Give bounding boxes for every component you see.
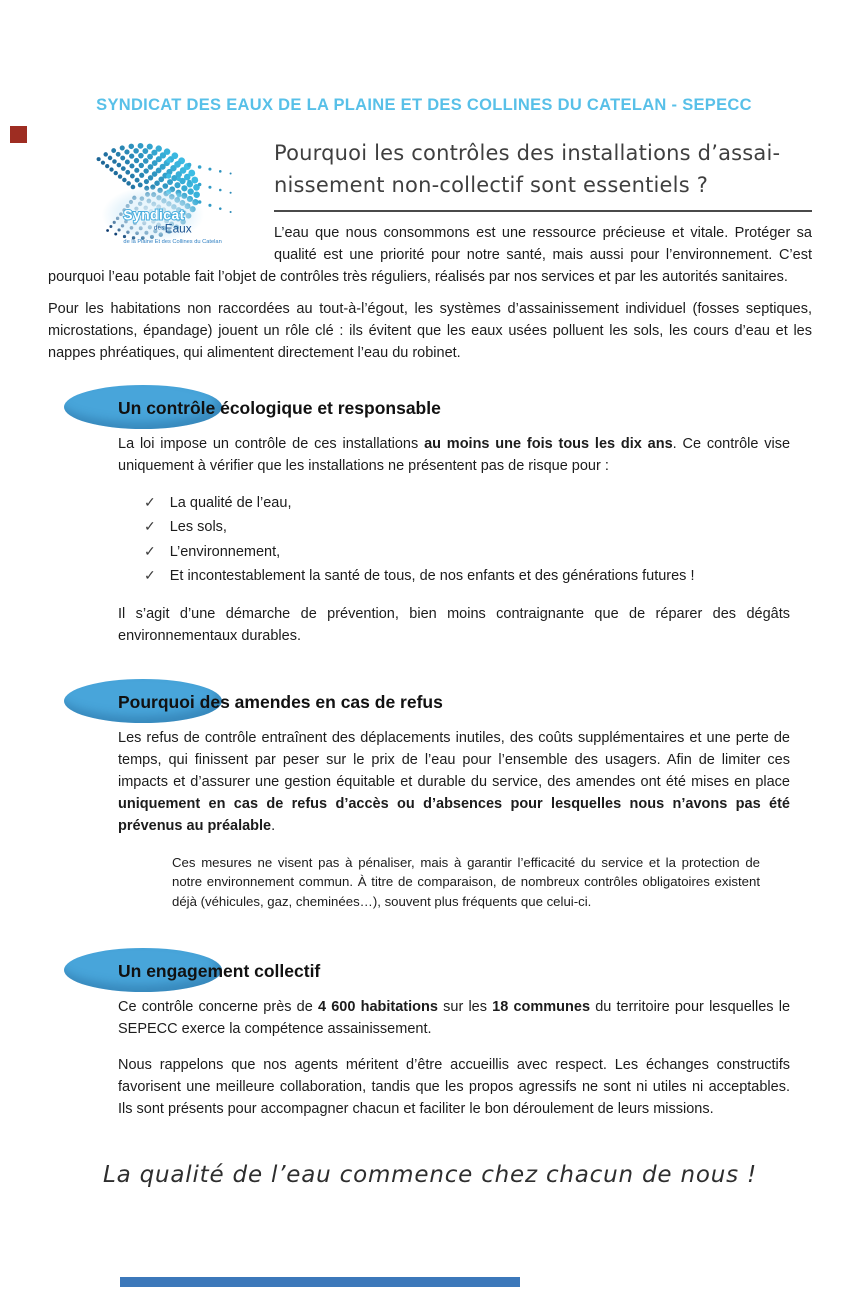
text-segment-bold: 18 communes xyxy=(492,998,591,1015)
indented-note-paragraph: Ces mesures ne visent pas à pénaliser, mais à garantir l’efficacité du service et la protection de notre environnement commun. À titre de comparaison, de nombreux contrôles obligatoires existent déjà (véhicules, gaz, cheminées…), souvent plus fréquents que celui-ci. xyxy=(172,854,760,910)
text-segment: du territoire pour lesquelles le SEPECC exerce la compétence assainissement. xyxy=(118,998,791,1037)
checklist-item xyxy=(144,515,790,540)
main-heading-line1: Pourquoi les contrôles des installations d’assai- xyxy=(274,141,781,165)
header-block xyxy=(48,131,812,365)
check-icon: ✓ xyxy=(144,542,156,559)
checklist-item-label: L’environnement, xyxy=(169,543,281,560)
text-segment: La loi impose un contrôle de ces installations xyxy=(118,435,425,452)
section-amendes-refus xyxy=(118,689,790,912)
section-heading: Pourquoi des amendes en cas de refus xyxy=(118,691,443,712)
document-page xyxy=(0,96,848,1296)
check-icon: ✓ xyxy=(144,518,156,534)
page-title: SYNDICAT DES EAUX DE LA PLAINE ET DES COLLINES DU CATELAN - SEPECC xyxy=(96,96,752,114)
checklist-item-label: Et incontestablement la santé de tous, de nos enfants et des générations futures ! xyxy=(169,568,695,584)
heading-divider xyxy=(274,210,812,212)
logo-tagline: de la Plaine Et des Collines du Catelan xyxy=(123,239,222,246)
section-paragraph: Nous rappelons que nos agents méritent d’être accueillis avec respect. Les échanges constructifs favorisent une meilleure collaboration, tandis que les propos agressifs ne sont ni utiles ni acceptables. Ils sont présents pour accompagner chacun et faciliter le bon déroulement de leurs missions. xyxy=(118,1056,790,1117)
checklist-item-label: La qualité de l’eau, xyxy=(169,494,292,511)
section-paragraph xyxy=(118,727,790,837)
check-icon: ✓ xyxy=(144,493,156,510)
text-segment: . Ce contrôle vise uniquement à vérifier que les installations ne présentent pas de risque pour : xyxy=(118,435,791,474)
sections xyxy=(118,395,790,1120)
text-segment: Ce contrôle concerne près de xyxy=(118,998,318,1015)
checklist xyxy=(118,491,790,589)
page-content xyxy=(0,131,848,1188)
logo-text-des: des xyxy=(153,224,165,232)
main-heading-line2: nissement non-collectif sont essentiels ? xyxy=(274,173,709,197)
checklist-item xyxy=(144,491,790,516)
sepecc-logo xyxy=(48,131,248,249)
section-paragraph xyxy=(118,996,790,1040)
section-engagement-collectif xyxy=(118,958,790,1120)
intro-paragraph-2: Pour les habitations non raccordées au tout-à-l’égout, les systèmes d’assainissement individuel (fosses septiques, microstations, épandage) jouent un rôle clé : ils évitent que les eaux usées polluent les sols, les cours d’eau et les nappes phréatiques, qui alimentent directement l’eau du robinet. xyxy=(48,301,812,361)
checklist-item xyxy=(144,564,790,589)
checklist-item xyxy=(144,540,790,565)
text-segment: sur les xyxy=(437,998,493,1015)
text-segment-bold: 4 600 habitations xyxy=(318,998,438,1015)
logo-text-syndicat: Syndicat xyxy=(123,207,185,223)
red-corner-marker xyxy=(10,126,27,143)
check-icon: ✓ xyxy=(144,567,156,583)
logo-text-eaux: Eaux xyxy=(164,221,192,236)
section-controle-ecologique xyxy=(118,395,790,647)
text-segment: . xyxy=(271,817,276,834)
section-paragraph xyxy=(118,433,790,477)
closing-slogan: La qualité de l’eau commence chez chacun de nous ! xyxy=(103,1161,757,1188)
water-dots-logo-icon xyxy=(48,131,248,249)
section-paragraph: Il s’agit d’une démarche de prévention, bien moins contraignante que de réparer des dégâts environnementaux durables. xyxy=(118,605,790,644)
text-segment-bold: au moins une fois tous les dix ans xyxy=(424,435,673,452)
intro-paragraph-1: L’eau que nous consommons est une ressource précieuse et vitale. Protéger sa qualité est une priorité pour notre santé, mais aussi pour l’environnement. C’est pourquoi l’eau potable fait l’objet de contrôles très réguliers, réalisés par nos services et par les autorités sanitaires. xyxy=(48,225,812,285)
footer-bar xyxy=(120,1277,520,1287)
text-segment: Les refus de contrôle entraînent des déplacements inutiles, des coûts supplémentaires et une perte de temps, qui finissent par peser sur le prix de l’eau pour l’ensemble des usagers. Afin de limiter ces impacts et d’assurer une gestion équitable et durable du service, des amendes ont été mises en place xyxy=(118,729,790,790)
text-segment-bold: uniquement en cas de refus d’accès ou d’absences pour lesquelles nous n’avons pas été prévenus au préalable xyxy=(118,795,790,834)
section-heading: Un contrôle écologique et responsable xyxy=(118,397,441,418)
section-heading: Un engagement collectif xyxy=(118,960,321,981)
checklist-item-label: Les sols, xyxy=(169,519,227,535)
